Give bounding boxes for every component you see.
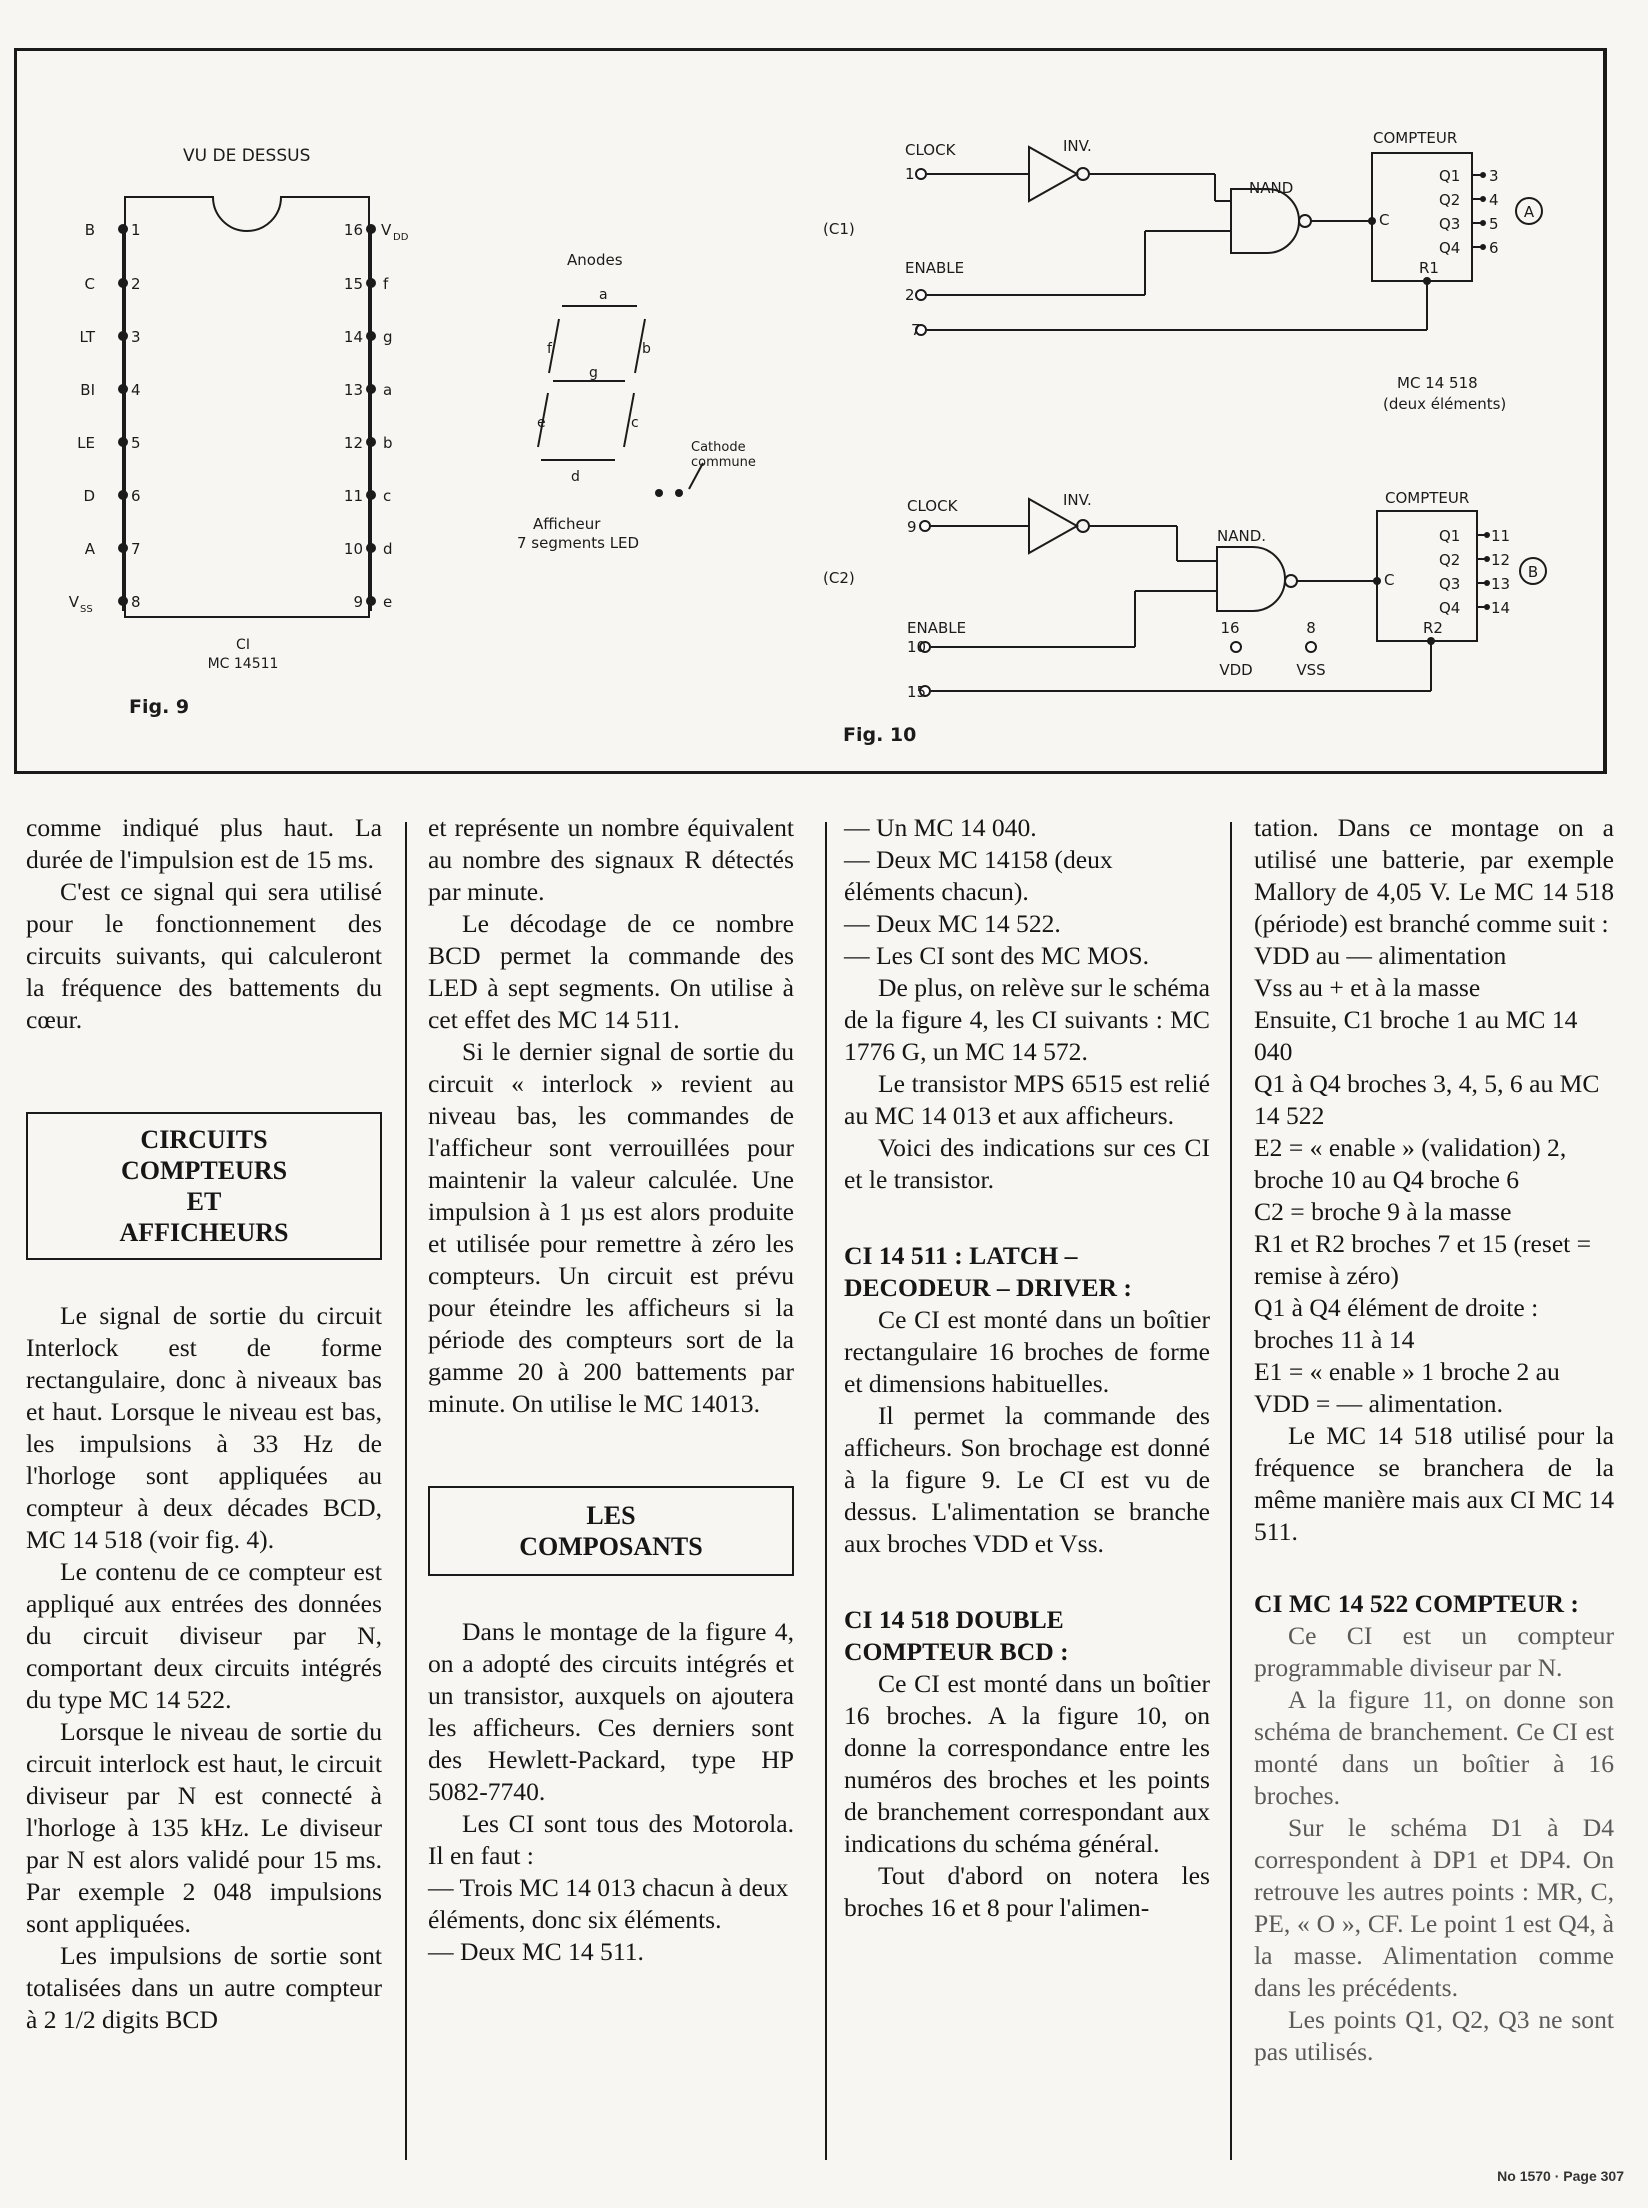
section-heading-box: CIRCUITS COMPTEURS ET AFFICHEURS: [26, 1112, 382, 1260]
svg-text:Q4: Q4: [1439, 239, 1461, 257]
svg-text:Q1: Q1: [1439, 167, 1461, 185]
svg-text:R2: R2: [1423, 619, 1443, 637]
cathode-label: Cathode: [691, 440, 746, 455]
svg-text:15: 15: [343, 275, 363, 293]
svg-text:1: 1: [131, 221, 141, 239]
list-item: — Deux MC 14 511.: [428, 1937, 644, 1966]
svg-text:e: e: [537, 415, 546, 431]
svg-text:6: 6: [131, 487, 141, 505]
chip-model: MC 14511: [207, 656, 279, 672]
svg-text:b: b: [383, 434, 393, 452]
list-item: — Un MC 14 040.: [844, 813, 1037, 842]
section-heading: CI 14 511 : LATCH – DECODEUR – DRIVER :: [844, 1241, 1132, 1302]
svg-text:3: 3: [131, 328, 141, 346]
paragraph: Dans le montage de la figure 4, on a adopté des circuits intégrés et un transistor, auxquels on ajoutera les afficheurs. Ces derniers sont des Hewlett-Packard, type HP 5082-7740.: [428, 1617, 794, 1806]
paragraph: Ce CI est monté dans un boîtier rectangulaire 16 broches de forme et dimensions habituelles.: [844, 1305, 1210, 1398]
svg-text:ENABLE: ENABLE: [905, 259, 965, 277]
c2-label: (C2): [823, 569, 855, 587]
list-item: Q1 à Q4 broches 3, 4, 5, 6 au MC 14 522: [1254, 1069, 1600, 1130]
list-item: Vss au + et à la masse: [1254, 973, 1481, 1002]
svg-text:B: B: [1527, 563, 1539, 581]
svg-text:g: g: [383, 328, 393, 346]
svg-text:CLOCK: CLOCK: [905, 141, 956, 159]
fig9-caption: Fig. 9: [129, 696, 190, 718]
svg-text:c: c: [383, 487, 392, 505]
svg-text:R1: R1: [1419, 259, 1439, 277]
section-heading: CI MC 14 522 COMPTEUR :: [1254, 1589, 1579, 1618]
paragraph: Il permet la commande des afficheurs. Son brochage est donné à la figure 9. Le CI est vu de dessus. L'alimentation se branche aux broches VDD et Vss.: [844, 1401, 1210, 1558]
list-item: — Deux MC 14 522.: [844, 909, 1061, 938]
paragraph: Les impulsions de sortie sont totalisées dans un autre compteur à 2 1/2 digits BCD: [26, 1941, 382, 2034]
fig10-caption: Fig. 10: [843, 724, 917, 746]
list-item: — Les CI sont des MC MOS.: [844, 941, 1150, 970]
c1-label: (C1): [823, 220, 855, 238]
list-item: E1 = « enable » 1 broche 2 au VDD = — alimentation.: [1254, 1357, 1560, 1418]
figure-panel: [14, 48, 1607, 774]
svg-text:Q4: Q4: [1439, 599, 1461, 617]
column-2: [428, 812, 794, 1968]
column-3: [844, 812, 1210, 1924]
svg-text:B: B: [84, 221, 95, 239]
svg-text:LE: LE: [77, 434, 95, 452]
svg-text:Q2: Q2: [1439, 551, 1461, 569]
paragraph: Les points Q1, Q2, Q3 ne sont pas utilisés.: [1254, 2005, 1614, 2066]
svg-text:A: A: [84, 540, 95, 558]
svg-text:6: 6: [1489, 239, 1499, 257]
svg-text:COMPTEUR: COMPTEUR: [1373, 129, 1458, 147]
paragraph: Le transistor MPS 6515 est relié au MC 14 013 et aux afficheurs.: [844, 1069, 1210, 1130]
svg-text:e: e: [383, 593, 393, 611]
svg-text:c: c: [631, 415, 639, 431]
anodes-label: Anodes: [567, 251, 623, 269]
svg-text:Q3: Q3: [1439, 575, 1461, 593]
svg-text:7: 7: [131, 540, 141, 558]
svg-text:CLOCK: CLOCK: [907, 497, 958, 515]
paragraph: et représente un nombre équivalent au nombre des signaux R détectés par minute.: [428, 813, 794, 906]
svg-text:Q1: Q1: [1439, 527, 1461, 545]
svg-text:f: f: [383, 275, 389, 293]
svg-text:INV.: INV.: [1063, 491, 1092, 509]
paragraph: Les CI sont tous des Motorola. Il en faut :: [428, 1809, 794, 1870]
paragraph: C'est ce signal qui sera utilisé pour le fonctionnement des circuits suivants, qui calculeront la fréquence des battements du cœur.: [26, 877, 382, 1034]
paragraph: A la figure 11, on donne son schéma de branchement. Ce CI est monté dans un boîtier à 16 broches.: [1254, 1685, 1614, 1810]
svg-text:13: 13: [1491, 575, 1511, 593]
svg-text:NAND.: NAND.: [1217, 527, 1267, 545]
section-heading-box: LES COMPOSANTS: [428, 1486, 794, 1576]
svg-text:13: 13: [343, 381, 363, 399]
column-1: [26, 812, 382, 2036]
column-rule-2: [825, 822, 827, 2160]
fig10-bottom-labels: [907, 489, 1538, 701]
column-4: [1254, 812, 1614, 2068]
svg-text:9: 9: [907, 518, 917, 536]
svg-text:D: D: [83, 487, 95, 505]
svg-text:COMPTEUR: COMPTEUR: [1385, 489, 1470, 507]
paragraph: Le MC 14 518 utilisé pour la fréquence se branchera de la même manière mais aux CI MC 14 511.: [1254, 1421, 1614, 1546]
svg-text:NAND: NAND: [1249, 179, 1294, 197]
list-item: C2 = broche 9 à la masse: [1254, 1197, 1512, 1226]
paragraph: Le signal de sortie du circuit Interlock est de forme rectangulaire, donc à niveaux bas et haut. Lorsque le niveau est bas, les impulsions à 33 Hz de l'horloge sont appliquées au compteur à deux décades BCD, MC 14 518 (voir fig. 4).: [26, 1301, 382, 1554]
svg-text:Q2: Q2: [1439, 191, 1461, 209]
svg-text:C: C: [1384, 571, 1395, 589]
svg-text:14: 14: [1491, 599, 1511, 617]
left-pin-labels: [69, 221, 141, 615]
paragraph: Ce CI est un compteur programmable diviseur par N.: [1254, 1621, 1614, 1682]
segment-letters: [537, 287, 651, 485]
svg-text:7: 7: [911, 321, 921, 339]
top-view-label: VU DE DESSUS: [183, 146, 311, 166]
svg-text:14: 14: [343, 328, 363, 346]
svg-text:3: 3: [1489, 167, 1499, 185]
svg-text:12: 12: [343, 434, 363, 452]
svg-text:10: 10: [907, 638, 927, 656]
svg-text:2: 2: [131, 275, 141, 293]
list-item: Q1 à Q4 élément de droite : broches 11 à 14: [1254, 1293, 1539, 1354]
svg-text:A: A: [1523, 203, 1535, 221]
paragraph: tation. Dans ce montage on a utilisé une batterie, par exemple Mallory de 4,05 V. Le MC 14 518 (période) est branché comme suit :: [1254, 813, 1614, 938]
chip-outline: [125, 197, 369, 617]
paragraph: Tout d'abord on notera les broches 16 et 8 pour l'alimen-: [844, 1861, 1210, 1922]
svg-text:1: 1: [905, 165, 915, 183]
svg-text:5: 5: [1489, 215, 1499, 233]
svg-text:(deux éléments): (deux éléments): [1383, 395, 1507, 413]
svg-text:9: 9: [353, 593, 363, 611]
display-label: Afficheur: [533, 515, 601, 533]
svg-text:DD: DD: [393, 232, 409, 243]
paragraph: De plus, on relève sur le schéma de la figure 4, les CI suivants : MC 1776 G, un MC 14 572.: [844, 973, 1210, 1066]
svg-text:V: V: [68, 593, 79, 611]
svg-text:ENABLE: ENABLE: [907, 619, 967, 637]
fig10-top-labels: [905, 129, 1535, 413]
svg-text:Q3: Q3: [1439, 215, 1461, 233]
paragraph: Voici des indications sur ces CI et le transistor.: [844, 1133, 1210, 1194]
paragraph: comme indiqué plus haut. La durée de l'impulsion est de 15 ms.: [26, 813, 382, 874]
svg-text:a: a: [599, 287, 608, 303]
svg-text:12: 12: [1491, 551, 1511, 569]
paragraph: Ce CI est monté dans un boîtier 16 broches. A la figure 10, on donne la correspondance entre les numéros des broches et les points de branchement correspondant aux indications du schéma général.: [844, 1669, 1210, 1858]
list-item: R1 et R2 broches 7 et 15 (reset = remise à zéro): [1254, 1229, 1592, 1290]
paragraph: Le décodage de ce nombre BCD permet la commande des LED à sept segments. On utilise à cet effet des MC 14 511.: [428, 909, 794, 1034]
svg-text:g: g: [589, 365, 598, 381]
svg-text:VDD: VDD: [1219, 661, 1253, 679]
svg-text:SS: SS: [80, 604, 93, 615]
svg-text:15: 15: [907, 683, 927, 701]
svg-text:16: 16: [343, 221, 363, 239]
svg-text:d: d: [383, 540, 393, 558]
svg-text:4: 4: [1489, 191, 1499, 209]
svg-text:11: 11: [1491, 527, 1511, 545]
svg-text:16: 16: [1220, 619, 1240, 637]
column-rule-1: [405, 822, 407, 2160]
svg-text:8: 8: [1306, 619, 1316, 637]
svg-text:INV.: INV.: [1063, 137, 1092, 155]
right-pin-labels: [344, 221, 409, 611]
column-rule-3: [1230, 822, 1232, 2160]
svg-text:5: 5: [131, 434, 141, 452]
svg-text:C: C: [1379, 211, 1390, 229]
section-heading: CI 14 518 DOUBLE COMPTEUR BCD :: [844, 1605, 1069, 1666]
paragraph: Sur le schéma D1 à D4 correspondent à DP1 et DP4. On retrouve les autres points : MR, C, PE, « O », CF. Le point 1 est Q4, à la masse. Alimentation comme dans les précédents.: [1254, 1813, 1614, 2002]
paragraph: Le contenu de ce compteur est appliqué aux entrées des données du circuit diviseur par N, comportant deux circuits intégrés du type MC 14 522.: [26, 1557, 382, 1714]
svg-text:a: a: [383, 381, 393, 399]
cathode-label-2: commune: [691, 455, 756, 470]
svg-text:2: 2: [905, 286, 915, 304]
list-item: E2 = « enable » (validation) 2, broche 10 au Q4 broche 6: [1254, 1133, 1567, 1194]
svg-text:VSS: VSS: [1296, 661, 1326, 679]
list-item: Ensuite, C1 broche 1 au MC 14 040: [1254, 1005, 1578, 1066]
svg-text:b: b: [642, 341, 651, 357]
display-label-2: 7 segments LED: [517, 534, 640, 552]
svg-text:10: 10: [343, 540, 363, 558]
svg-text:4: 4: [131, 381, 141, 399]
svg-text:V: V: [381, 221, 392, 239]
svg-text:LT: LT: [79, 328, 95, 346]
chip-label: CI: [236, 637, 250, 653]
svg-text:11: 11: [343, 487, 363, 505]
svg-text:d: d: [571, 469, 580, 485]
svg-text:MC 14 518: MC 14 518: [1397, 374, 1478, 392]
svg-text:f: f: [547, 341, 552, 357]
page-footer: No 1570 · Page 307: [1497, 2168, 1624, 2184]
svg-text:8: 8: [131, 593, 141, 611]
list-item: — Deux MC 14158 (deux éléments chacun).: [844, 845, 1113, 906]
paragraph: Si le dernier signal de sortie du circuit « interlock » revient au niveau bas, les commandes de l'afficheur sont verrouillées pour maintenir la valeur calculée. Une impulsion à 1 µs est alors produite et utilisée pour remettre à zéro les compteurs. Un circuit est prévu pour éteindre les afficheurs si la période des compteurs sort de la gamme 20 à 200 battements par minute. On utilise le MC 14013.: [428, 1037, 794, 1418]
paragraph: Lorsque le niveau de sortie du circuit interlock est haut, le circuit diviseur par N est connecté à l'horloge à 135 kHz. Le diviseur par N est alors validé pour 15 ms. Par exemple 2 048 impulsions sont appliquées.: [26, 1717, 382, 1938]
svg-text:BI: BI: [80, 381, 95, 399]
list-item: — Trois MC 14 013 chacun à deux éléments, donc six éléments.: [428, 1873, 789, 1934]
svg-text:C: C: [84, 275, 95, 293]
schematic-figures: [17, 51, 1605, 773]
list-item: VDD au — alimentation: [1254, 941, 1507, 970]
